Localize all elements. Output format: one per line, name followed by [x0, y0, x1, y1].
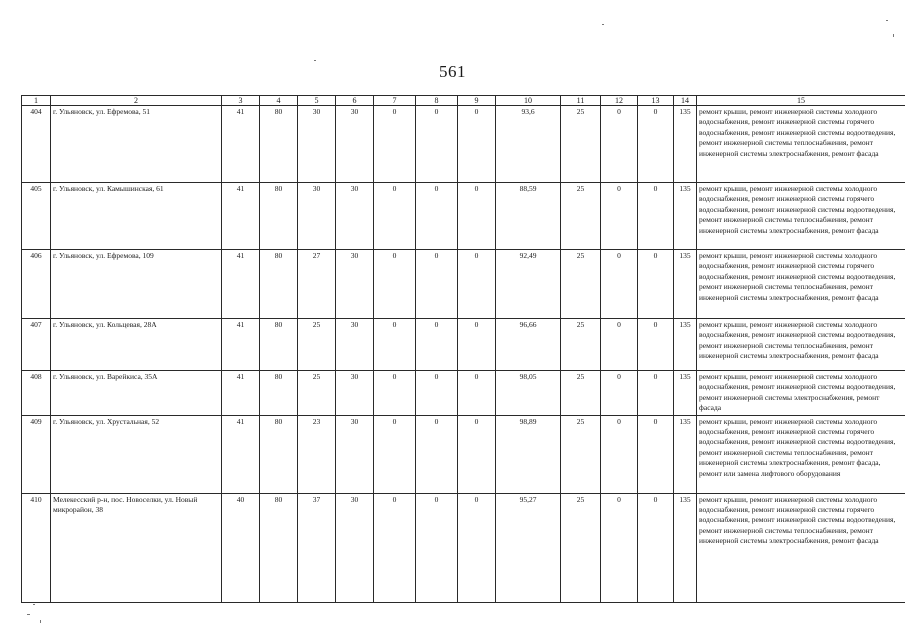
value-cell: 80 — [260, 371, 298, 416]
table-body — [22, 106, 905, 603]
header-cell-10: 10 — [496, 96, 561, 106]
value-cell: 25 — [561, 415, 601, 493]
works-description: ремонт крыши, ремонт инженерной системы холодного водоснабжения, ремонт инженерной системы горячего водоснабжения, ремонт инженерной системы водоотведения, ремонт инженерной системы теплоснабжения, ремонт инженерной системы электроснабжения, ремонт фасада — [697, 183, 905, 250]
value-cell: 25 — [298, 371, 336, 416]
header-cell-3: 3 — [222, 96, 260, 106]
value-cell: 0 — [374, 493, 416, 602]
value-cell: 135 — [674, 493, 697, 602]
value-cell: 0 — [601, 493, 638, 602]
value-cell: 0 — [374, 415, 416, 493]
value-cell: 30 — [336, 183, 374, 250]
value-cell: 23 — [298, 415, 336, 493]
header-cell-13: 13 — [638, 96, 674, 106]
scan-speck — [886, 20, 888, 21]
table-row — [22, 415, 905, 493]
scan-speck — [33, 604, 35, 605]
value-cell: 0 — [416, 183, 458, 250]
table-row — [22, 183, 905, 250]
value-cell: 30 — [336, 493, 374, 602]
value-cell: 27 — [298, 250, 336, 319]
row-number: 404 — [22, 106, 51, 183]
value-cell: 0 — [638, 371, 674, 416]
table-row — [22, 319, 905, 371]
value-cell: 0 — [416, 106, 458, 183]
value-cell: 98,89 — [496, 415, 561, 493]
value-cell: 0 — [601, 371, 638, 416]
row-number: 409 — [22, 415, 51, 493]
value-cell: 0 — [638, 493, 674, 602]
value-cell: 0 — [638, 106, 674, 183]
value-cell: 135 — [674, 371, 697, 416]
value-cell: 0 — [458, 415, 496, 493]
scan-speck — [27, 614, 30, 615]
value-cell: 0 — [458, 106, 496, 183]
value-cell: 88,59 — [496, 183, 561, 250]
value-cell: 0 — [416, 250, 458, 319]
works-description: ремонт крыши, ремонт инженерной системы холодного водоснабжения, ремонт инженерной системы водоотведения, ремонт инженерной системы электроснабжения, ремонт фасада — [697, 371, 905, 416]
address-cell: г. Ульяновск, ул. Камышинская, 61 — [51, 183, 222, 250]
works-description: ремонт крыши, ремонт инженерной системы холодного водоснабжения, ремонт инженерной системы горячего водоснабжения, ремонт инженерной системы водоотведения, ремонт инженерной системы теплоснабжения, ремонт инженерной системы электроснабжения, ремонт фасада — [697, 106, 905, 183]
table-row — [22, 250, 905, 319]
value-cell: 0 — [374, 319, 416, 371]
row-number: 407 — [22, 319, 51, 371]
value-cell: 95,27 — [496, 493, 561, 602]
value-cell: 135 — [674, 183, 697, 250]
value-cell: 80 — [260, 415, 298, 493]
row-number: 408 — [22, 371, 51, 416]
value-cell: 0 — [374, 183, 416, 250]
scan-speck — [40, 620, 41, 623]
value-cell: 37 — [298, 493, 336, 602]
header-cell-15: 15 — [697, 96, 905, 106]
address-cell: г. Ульяновск, ул. Варейкиса, 35А — [51, 371, 222, 416]
value-cell: 25 — [561, 250, 601, 319]
header-cell-2: 2 — [51, 96, 222, 106]
works-description: ремонт крыши, ремонт инженерной системы холодного водоснабжения, ремонт инженерной системы горячего водоснабжения, ремонт инженерной системы водоотведения, ремонт инженерной системы теплоснабжения, ремонт инженерной системы электроснабжения, ремонт фасада — [697, 493, 905, 602]
value-cell: 96,66 — [496, 319, 561, 371]
value-cell: 25 — [298, 319, 336, 371]
value-cell: 30 — [298, 183, 336, 250]
value-cell: 0 — [601, 106, 638, 183]
value-cell: 0 — [416, 415, 458, 493]
scan-speck — [602, 24, 604, 25]
value-cell: 135 — [674, 106, 697, 183]
value-cell: 0 — [638, 319, 674, 371]
repair-program-table — [21, 95, 905, 603]
value-cell: 41 — [222, 415, 260, 493]
table-header — [22, 96, 905, 106]
header-cell-7: 7 — [374, 96, 416, 106]
address-cell: г. Ульяновск, ул. Ефремова, 109 — [51, 250, 222, 319]
header-cell-8: 8 — [416, 96, 458, 106]
header-cell-1: 1 — [22, 96, 51, 106]
value-cell: 41 — [222, 106, 260, 183]
value-cell: 135 — [674, 250, 697, 319]
value-cell: 92,49 — [496, 250, 561, 319]
works-description: ремонт крыши, ремонт инженерной системы холодного водоснабжения, ремонт инженерной системы горячего водоснабжения, ремонт инженерной системы водоотведения, ремонт инженерной системы теплоснабжения, ремонт инженерной системы электроснабжения, ремонт фасада, ремонт или замена лифтового оборудования — [697, 415, 905, 493]
row-number: 406 — [22, 250, 51, 319]
value-cell: 80 — [260, 183, 298, 250]
row-number: 410 — [22, 493, 51, 602]
value-cell: 30 — [336, 106, 374, 183]
value-cell: 0 — [374, 106, 416, 183]
value-cell: 0 — [374, 371, 416, 416]
header-cell-6: 6 — [336, 96, 374, 106]
value-cell: 0 — [638, 250, 674, 319]
value-cell: 80 — [260, 319, 298, 371]
address-cell: г. Ульяновск, ул. Кольцевая, 28А — [51, 319, 222, 371]
value-cell: 135 — [674, 319, 697, 371]
value-cell: 40 — [222, 493, 260, 602]
table-row — [22, 493, 905, 602]
value-cell: 0 — [458, 250, 496, 319]
value-cell: 0 — [416, 371, 458, 416]
value-cell: 0 — [601, 415, 638, 493]
value-cell: 30 — [336, 415, 374, 493]
value-cell: 25 — [561, 319, 601, 371]
value-cell: 25 — [561, 106, 601, 183]
value-cell: 41 — [222, 250, 260, 319]
row-number: 405 — [22, 183, 51, 250]
value-cell: 0 — [458, 183, 496, 250]
header-cell-11: 11 — [561, 96, 601, 106]
value-cell: 30 — [336, 371, 374, 416]
value-cell: 0 — [374, 250, 416, 319]
address-cell: г. Ульяновск, ул. Хрустальная, 52 — [51, 415, 222, 493]
value-cell: 30 — [298, 106, 336, 183]
value-cell: 0 — [601, 183, 638, 250]
value-cell: 0 — [601, 250, 638, 319]
table-row — [22, 371, 905, 416]
header-row — [22, 96, 905, 106]
value-cell: 93,6 — [496, 106, 561, 183]
value-cell: 0 — [458, 493, 496, 602]
value-cell: 41 — [222, 319, 260, 371]
value-cell: 80 — [260, 106, 298, 183]
value-cell: 0 — [416, 493, 458, 602]
works-description: ремонт крыши, ремонт инженерной системы холодного водоснабжения, ремонт инженерной системы водоотведения, ремонт инженерной системы теплоснабжения, ремонт инженерной системы электроснабжения, ремонт фасада — [697, 319, 905, 371]
value-cell: 0 — [638, 415, 674, 493]
header-cell-5: 5 — [298, 96, 336, 106]
value-cell: 0 — [416, 319, 458, 371]
value-cell: 135 — [674, 415, 697, 493]
header-cell-9: 9 — [458, 96, 496, 106]
value-cell: 25 — [561, 493, 601, 602]
value-cell: 30 — [336, 319, 374, 371]
value-cell: 30 — [336, 250, 374, 319]
table-row — [22, 106, 905, 183]
address-cell: г. Ульяновск, ул. Ефремова, 51 — [51, 106, 222, 183]
value-cell: 0 — [638, 183, 674, 250]
value-cell: 80 — [260, 250, 298, 319]
value-cell: 25 — [561, 371, 601, 416]
page-number: 561 — [439, 62, 466, 81]
scan-speck — [893, 34, 894, 37]
value-cell: 25 — [561, 183, 601, 250]
value-cell: 41 — [222, 371, 260, 416]
value-cell: 98,05 — [496, 371, 561, 416]
works-description: ремонт крыши, ремонт инженерной системы холодного водоснабжения, ремонт инженерной системы горячего водоснабжения, ремонт инженерной системы водоотведения, ремонт инженерной системы теплоснабжения, ремонт инженерной системы электроснабжения, ремонт фасада — [697, 250, 905, 319]
scan-speck — [314, 60, 316, 61]
value-cell: 41 — [222, 183, 260, 250]
value-cell: 0 — [601, 319, 638, 371]
value-cell: 0 — [458, 319, 496, 371]
value-cell: 0 — [458, 371, 496, 416]
header-cell-12: 12 — [601, 96, 638, 106]
header-cell-4: 4 — [260, 96, 298, 106]
value-cell: 80 — [260, 493, 298, 602]
header-cell-14: 14 — [674, 96, 697, 106]
address-cell: Мелекесский р-н, пос. Новоселки, ул. Новый микрорайон, 38 — [51, 493, 222, 602]
